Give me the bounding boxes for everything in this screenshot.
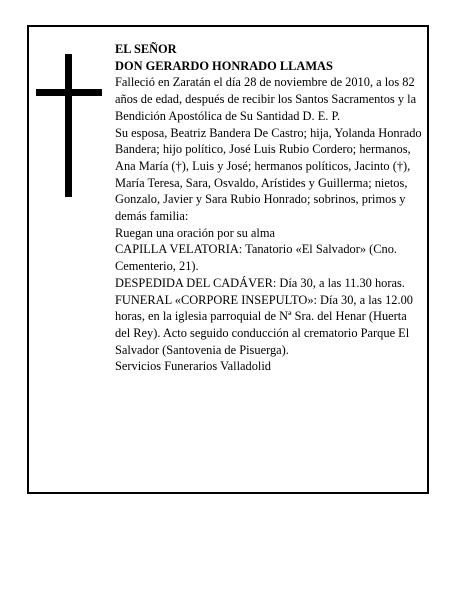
funeral-paragraph: FUNERAL «CORPORE INSEPULTO»: Día 30, a las 12.00 horas, en la iglesia parroquial de Nª Sra. del Henar (Huerta del Rey). Acto seguido conducción al crematorio Parque El Salvador (Santovenia de Pisuerga). [115,292,413,357]
chapel-paragraph: CAPILLA VELATORIA: Tanatorio «El Salvador» (Cno. Cementerio, 21). [115,242,398,274]
cross-vertical-bar [65,54,72,197]
cross-horizontal-bar [36,89,102,96]
family-paragraph: Su esposa, Beatriz Bandera De Castro; hija, Yolanda Honrado Bandera; hijo político, José Luis Rubio Cordero; hermanos, Ana María (†), Luis y José; hermanos políticos, Jacinto (†), María Teresa, Sara, Osvaldo, Arístides y Guillerma; nietos, Gonzalo, Javier y Sara Rubio Honrado; sobrinos, primos y demás familia: [115,125,422,224]
notice-title: EL SEÑOR [115,42,177,56]
prayer-line: Ruegan una oración por su alma [115,225,275,240]
deceased-name: DON GERARDO HONRADO LLAMAS [115,58,333,73]
death-paragraph: Falleció en Zaratán el día 28 de noviembre de 2010, a los 82 años de edad, después de recibir los Santos Sacramentos y la Bendición Apostólica de Su Santidad D. E. P. [115,75,417,123]
obituary-notice [27,25,429,494]
notice-body [115,41,423,375]
services-line: Servicios Funerarios Valladolid [115,359,272,374]
farewell-paragraph: DESPEDIDA DEL CADÁVER: Día 30, a las 11.30 horas. [115,275,405,290]
